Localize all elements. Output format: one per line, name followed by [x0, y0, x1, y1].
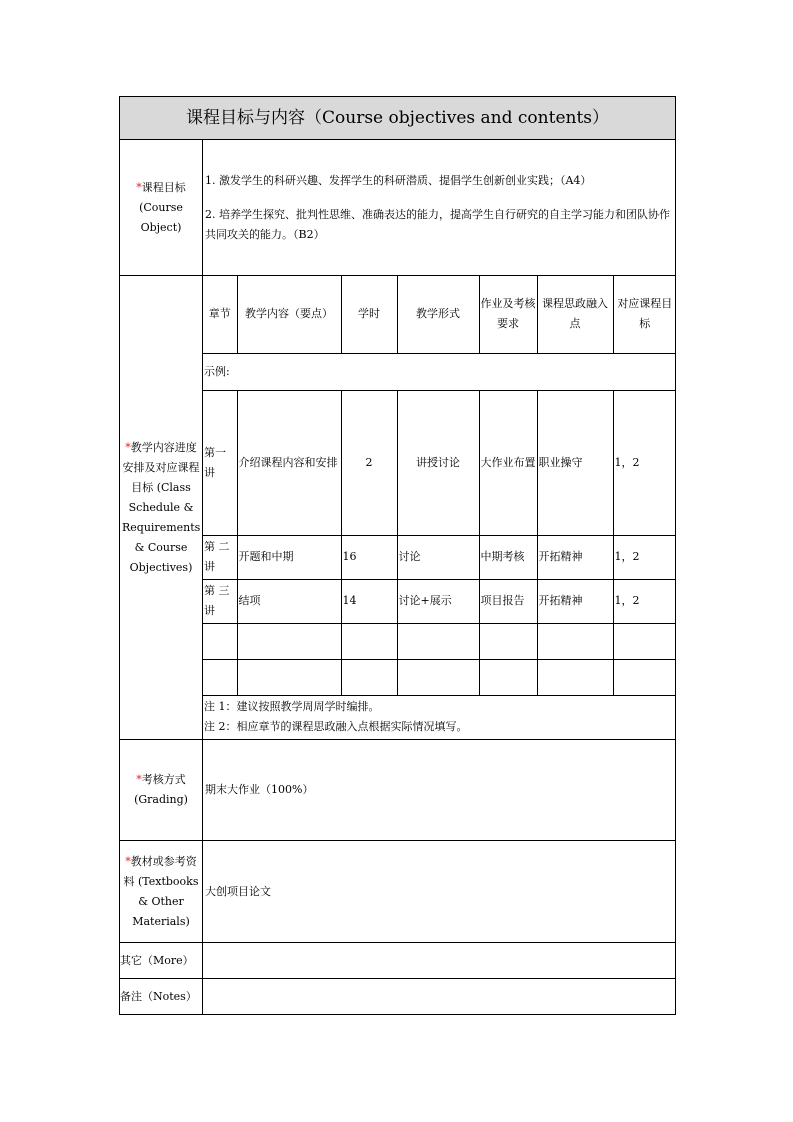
required-mark: * — [136, 180, 142, 194]
row-ideology: 开拓精神 — [537, 535, 613, 579]
schedule-content — [203, 276, 676, 740]
note-1: 注 1：建议按照教学周周学时编排。 — [204, 700, 380, 714]
table-row — [203, 390, 676, 535]
row-objective: 1，2 — [613, 579, 676, 623]
objectives-label: *课程目标 (Course Object) — [120, 140, 203, 276]
objectives-content — [203, 140, 676, 276]
row-chapter: 第一讲 — [203, 390, 237, 535]
textbooks-value: 大创项目论文 — [203, 841, 676, 943]
schedule-label: *教学内容进度安排及对应课程目标 (Class Schedule & Requirements & Course Objectives) — [120, 276, 203, 740]
row-ideology: 开拓精神 — [537, 579, 613, 623]
row-hours: 14 — [341, 579, 397, 623]
row-assignment: 项目报告 — [479, 579, 537, 623]
empty-row — [203, 623, 676, 659]
required-mark: * — [136, 773, 142, 786]
row-content: 介绍课程内容和安排 — [237, 390, 341, 535]
table-row — [203, 535, 676, 579]
schedule-notes — [203, 695, 676, 739]
schedule-label-en: (Class Schedule & Requirements & Course Objectives) — [122, 480, 201, 574]
grading-label-en: (Grading) — [134, 793, 188, 806]
course-objectives-table — [119, 96, 676, 1015]
row-form: 讨论+展示 — [397, 579, 479, 623]
header-form: 教学形式 — [397, 276, 479, 353]
header-ideology: 课程思政融入点 — [537, 276, 613, 353]
grading-label: *考核方式 (Grading) — [120, 740, 203, 841]
row-chapter: 第 三讲 — [203, 579, 237, 623]
row-form: 讲授讨论 — [397, 390, 479, 535]
header-content: 教学内容（要点） — [237, 276, 341, 353]
row-hours: 16 — [341, 535, 397, 579]
required-mark: * — [125, 854, 131, 868]
textbooks-label: *教材或参考资料 (Textbooks & Other Materials) — [120, 841, 203, 943]
textbooks-label-en: (Textbooks & Other Materials) — [132, 874, 199, 928]
row-content: 结项 — [237, 579, 341, 623]
more-label: 其它（More） — [120, 943, 203, 979]
row-assignment: 大作业布置 — [479, 390, 537, 535]
section-title: 课程目标与内容（Course objectives and contents） — [120, 97, 676, 140]
header-hours: 学时 — [341, 276, 397, 353]
row-ideology: 职业操守 — [537, 390, 613, 535]
note-2: 注 2：相应章节的课程思政融入点根据实际情况填写。 — [204, 720, 468, 734]
required-mark: * — [125, 440, 131, 454]
notes-label: 备注（Notes） — [120, 979, 203, 1015]
objective-item-2: 2. 培养学生探究、批判性思维、准确表达的能力，提高学生自行研究的自主学习能力和团队协作共同攻关的能力。（B2） — [205, 207, 670, 241]
row-hours: 2 — [341, 390, 397, 535]
row-objective: 1，2 — [613, 535, 676, 579]
table-row — [203, 579, 676, 623]
schedule-header-row — [203, 276, 676, 353]
empty-row — [203, 659, 676, 695]
notes-value — [203, 979, 676, 1015]
row-assignment: 中期考核 — [479, 535, 537, 579]
header-assignment: 作业及考核要求 — [479, 276, 537, 353]
row-objective: 1，2 — [613, 390, 676, 535]
objective-item-1: 1. 激发学生的科研兴趣、发挥学生的科研潜质、提倡学生创新创业实践；（A4） — [205, 173, 592, 187]
schedule-table — [203, 276, 676, 739]
more-value — [203, 943, 676, 979]
row-content: 开题和中期 — [237, 535, 341, 579]
header-objective: 对应课程目标 — [613, 276, 676, 353]
row-form: 讨论 — [397, 535, 479, 579]
row-chapter: 第 二讲 — [203, 535, 237, 579]
header-chapter: 章节 — [203, 276, 237, 353]
objectives-label-en: (Course Object) — [139, 200, 183, 234]
example-label: 示例: — [203, 353, 676, 390]
grading-value: 期末大作业（100%） — [203, 740, 676, 841]
